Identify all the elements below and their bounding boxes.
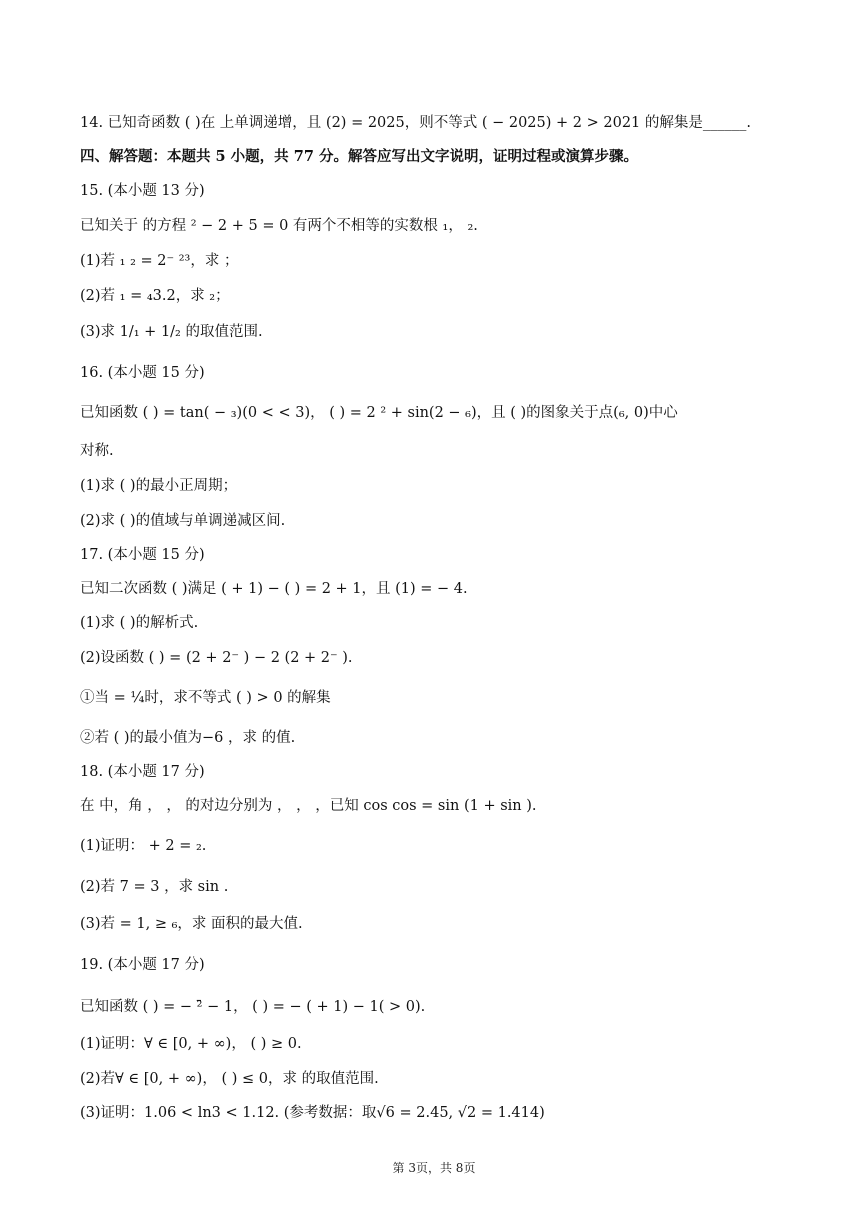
question-16-title: 16. (本小题 15 分) bbox=[80, 365, 205, 381]
question-19-part-3: (3)证明：1.06 < ln3 < 1.12. (参考数据：取√6 = 2.45, √2 = 1.414) bbox=[80, 1105, 545, 1121]
question-19-part-1: (1)证明：∀ ∈ [0, + ∞)， ( ) ≥ 0. bbox=[80, 1036, 302, 1052]
question-18-title: 18. (本小题 17 分) bbox=[80, 764, 205, 780]
question-18-part-3: (3)若 = 1, ≥ ₆，求 面积的最大值. bbox=[80, 916, 303, 932]
question-19-title: 19. (本小题 17 分) bbox=[80, 957, 205, 973]
question-15-part-3: (3)求 1/₁ + 1/₂ 的取值范围. bbox=[80, 324, 263, 340]
question-17-part-2-ii: ②若 ( )的最小值为−6 ，求 的值. bbox=[80, 730, 296, 746]
question-14: 14. 已知奇函数 ( )在 上单调递增，且 (2) = 2025，则不等式 ( − 2025) + 2 > 2021 的解集是______. bbox=[80, 115, 751, 131]
question-15-stem: 已知关于 的方程 ² − 2 + 5 = 0 有两个不相等的实数根 ₁， ₂. bbox=[80, 218, 478, 234]
question-18-part-2: (2)若 7 = 3 ，求 sin . bbox=[80, 879, 229, 895]
question-17-part-2-i: ①当 = ¼时，求不等式 ( ) > 0 的解集 bbox=[80, 690, 331, 706]
question-16-stem-continued: 对称. bbox=[80, 443, 114, 459]
page-footer: 第 3页，共 8页 bbox=[392, 1161, 476, 1175]
section-heading: 四、解答题：本题共 5 小题，共 77 分。解答应写出文字说明，证明过程或演算步骤。 bbox=[80, 148, 638, 165]
question-17-part-1: (1)求 ( )的解析式. bbox=[80, 615, 199, 631]
question-18-part-1: (1)证明： + 2 = ₂. bbox=[80, 838, 207, 854]
question-17-part-2: (2)设函数 ( ) = (2 + 2⁻ ) − 2 (2 + 2⁻ ). bbox=[80, 650, 353, 666]
question-15-title: 15. (本小题 13 分) bbox=[80, 183, 205, 199]
question-19-part-2: (2)若∀ ∈ [0, + ∞)， ( ) ≤ 0，求 的取值范围. bbox=[80, 1071, 379, 1087]
question-17-title: 17. (本小题 15 分) bbox=[80, 547, 205, 563]
question-19-stem: 已知函数 ( ) = − ²̄ − 1， ( ) = − ( + 1) − 1( > 0). bbox=[80, 999, 426, 1015]
question-18-stem: 在 中，角 ， ， 的对边分别为 ， ， ，已知 cos cos = sin (1 + sin ). bbox=[80, 798, 537, 814]
question-16-stem: 已知函数 ( ) = tan( − ₃)(0 < < 3)， ( ) = 2 ² + sin(2 − ₆)，且 ( )的图象关于点(₆, 0)中心 bbox=[80, 405, 678, 421]
question-15-part-2: (2)若 ₁ = ₄3.2，求 ₂； bbox=[80, 288, 230, 304]
question-16-part-2: (2)求 ( )的值域与单调递减区间. bbox=[80, 513, 286, 529]
question-17-stem: 已知二次函数 ( )满足 ( + 1) − ( ) = 2 + 1，且 (1) = − 4. bbox=[80, 581, 468, 597]
question-16-part-1: (1)求 ( )的最小正周期； bbox=[80, 478, 238, 494]
question-15-part-1: (1)若 ₁ ₂ = 2⁻ ²³，求 ； bbox=[80, 253, 239, 269]
